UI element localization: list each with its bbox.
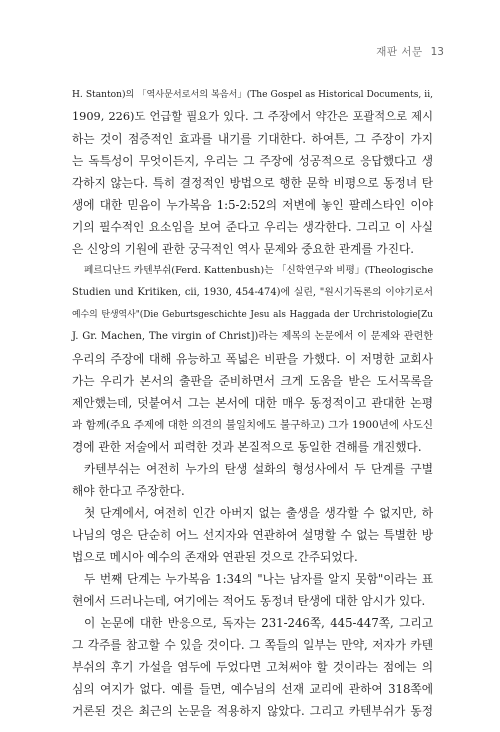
text-line: 는 독특성이 무엇이든지, 우리는 그 주장에 성공적으로 응답했다고 생: [72, 154, 433, 168]
text-line: 경에 관한 저술에서 피력한 것과 본질적으로 동일한 견해를 개진했다.: [72, 440, 422, 454]
text-line: 법으로 메시아 예수의 존재와 연관된 것으로 간주되었다.: [72, 550, 358, 564]
page-number: 13: [430, 46, 444, 58]
text-line: 페르디난드 카텐부쉬(Ferd. Kattenbush)는 「신학연구와 비평」(Theologische: [84, 265, 434, 276]
text-line: 기의 필수적인 요소임을 보여 준다고 우리는 생각한다. 그리고 이 사실: [72, 220, 433, 234]
text-line: J. Gr. Machen, The virgin of Christ])라는 제목의 논문에서 이 문제와 관련한: [72, 331, 433, 342]
text-line: Studien und Kritiken, cii, 1930, 454-474)에 실린, "원시기독론의 이야기로서: [72, 287, 433, 298]
text-line: 제안했는데, 덧붙여서 그는 본서에 대한 매우 동정적이고 관대한 논평: [72, 396, 433, 410]
text-line: 나님의 영은 단순히 어느 선지자와 연관하여 설명할 수 없는 특별한 방: [72, 528, 433, 542]
running-header-title: 재판 서문: [376, 46, 423, 58]
text-line: 이 논문에 대한 반응으로, 독자는 231-246쪽, 445-447쪽, 그리고: [84, 616, 433, 630]
text-line: 은 신앙의 기원에 관한 궁극적인 역사 문제와 중요한 관계를 가진다.: [72, 242, 414, 256]
text-line: 하는 것이 점증적인 효과를 내기를 기대한다. 하여튼, 그 주장이 가지: [72, 132, 433, 146]
text-line: 부쉬의 후기 가설을 염두에 두었다면 고쳐써야 할 것이라는 점에는 의: [72, 660, 433, 674]
text-line: 거론된 것은 최근의 논문을 적용하지 않았다. 그리고 카텐부쉬가 동정: [72, 704, 433, 718]
text-line: 심의 여지가 없다. 예를 들면, 예수님의 선재 교리에 관하여 318쪽에: [72, 682, 433, 696]
text-line: 그 각주를 참고할 수 있을 것이다. 그 쪽들의 일부는 만약, 저자가 카텐: [72, 638, 433, 652]
text-line: 각하지 않는다. 특히 결정적인 방법으로 행한 문학 비평으로 동정녀 탄: [72, 176, 433, 190]
text-line: 현에서 드러나는데, 여기에는 적어도 동정녀 탄생에 대한 암시가 있다.: [72, 594, 426, 608]
text-line: 예수의 탄생역사"(Die Geburtsgeschichte Jesu als Haggada der Urchristologie[Zu: [72, 310, 433, 320]
body-text: [72, 84, 433, 722]
text-line: 과 함께(주요 주제에 대한 의견의 불일치에도 불구하고) 그가 1900년에 사도신: [72, 419, 433, 431]
text-line: 카텐부쉬는 여전히 누가의 탄생 설화의 형성사에서 두 단계를 구별: [84, 462, 433, 476]
text-line: 가는 우리가 본서의 출판을 준비하면서 크게 도움을 받은 도서목록을: [72, 374, 433, 388]
text-line: 두 번째 단계는 누가복음 1:34의 "나는 남자를 알지 못함"이라는 표: [84, 572, 433, 586]
text-line: 해야 한다고 주장한다.: [72, 484, 185, 498]
text-line: H. Stanton)의 「역사문서로서의 복음서」(The Gospel as Historical Documents, ii,: [72, 90, 433, 100]
text-line: 첫 단계에서, 여전히 인간 아버지 없는 출생을 생각할 수 없지만, 하: [84, 506, 433, 520]
text-line: 1909, 226)도 언급할 필요가 있다. 그 주장에서 약간은 포괄적으로 제시: [72, 110, 433, 123]
running-header: [376, 44, 444, 59]
text-line: 우리의 주장에 대해 유능하고 폭넓은 비판을 가했다. 이 저명한 교회사: [72, 352, 433, 366]
text-line: 생에 대한 믿음이 누가복음 1:5-2:52의 저변에 놓인 팔레스타인 이야: [72, 198, 433, 212]
